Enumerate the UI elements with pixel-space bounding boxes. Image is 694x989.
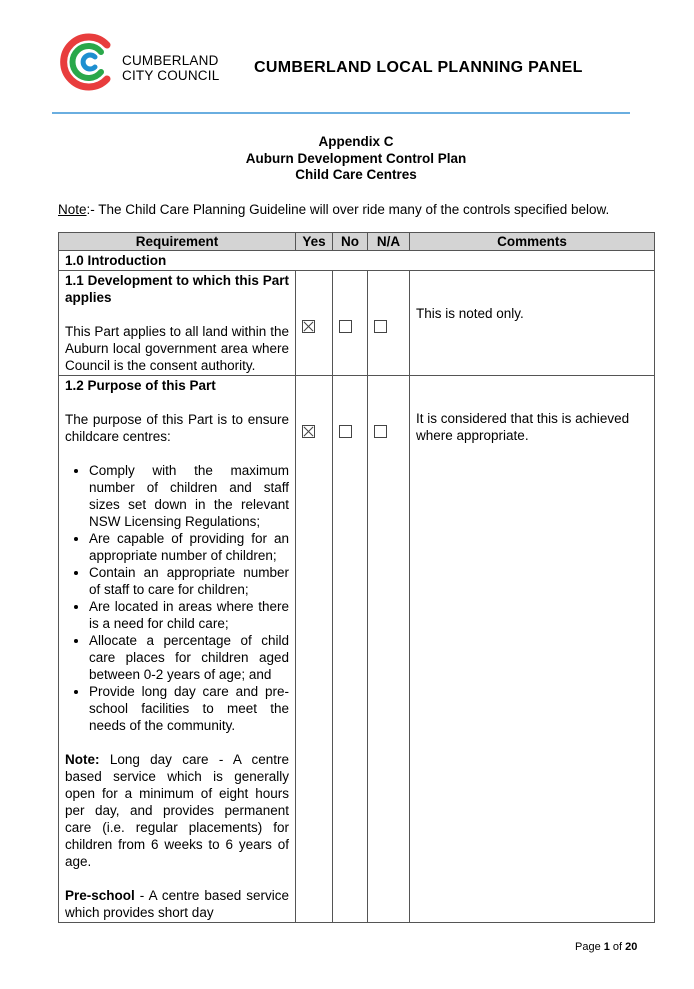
plan-title: Auburn Development Control Plan — [245, 150, 467, 166]
panel-title: CUMBERLAND LOCAL PLANNING PANEL — [254, 59, 583, 76]
row2-no-cell — [333, 376, 368, 923]
row2-comment: It is considered that this is achieved where appropriate. — [410, 376, 655, 923]
pre-school-body: - A centre based service which provides short day — [65, 888, 289, 920]
row2-no-checkbox[interactable] — [339, 425, 352, 438]
long-day-care-note — [65, 751, 289, 870]
row1-no-checkbox[interactable] — [339, 320, 352, 333]
table-row — [59, 376, 655, 923]
row2-yes-cell — [296, 376, 333, 923]
guideline-note — [58, 202, 609, 217]
row1-na-cell — [368, 271, 410, 376]
appendix-title: Appendix C — [318, 134, 394, 149]
table-row — [59, 271, 655, 376]
note-label-bold: Note: — [65, 752, 100, 767]
header-yes: Yes — [296, 233, 333, 251]
header-requirement: Requirement — [59, 233, 296, 251]
logo-arc-blue — [83, 55, 95, 69]
list-item: • Are capable of providing for an appropriate number of children; — [89, 530, 289, 564]
header-divider — [52, 112, 630, 114]
row2-yes-checkbox[interactable] — [302, 425, 315, 438]
pre-school-note — [65, 887, 289, 921]
note-text: :- The Child Care Planning Guideline will over ride many of the controls specified below. — [86, 202, 610, 217]
org-line2: CITY COUNCIL — [122, 68, 220, 83]
header-na: N/A — [368, 233, 410, 251]
council-logo — [57, 32, 117, 92]
org-name — [122, 53, 219, 83]
document-titles — [0, 134, 694, 184]
row1-requirement — [59, 271, 296, 376]
row1-comment: This is noted only. — [410, 271, 655, 376]
page-prefix: Page — [575, 941, 604, 953]
list-item: • Comply with the maximum number of children and staff sizes set down in the relevant NSW Licensing Regulations; — [89, 462, 289, 530]
row2-heading: 1.2 Purpose of this Part — [65, 378, 216, 393]
header-no: No — [333, 233, 368, 251]
list-item: • Provide long day care and pre-school facilities to meet the needs of the community. — [89, 683, 289, 734]
header-comments: Comments — [410, 233, 655, 251]
row2-intro: The purpose of this Part is to ensure childcare centres: — [65, 412, 289, 444]
row1-no-cell — [333, 271, 368, 376]
pre-school-label: Pre-school — [65, 888, 135, 903]
org-line1: CUMBERLAND — [122, 53, 219, 68]
row1-yes-checkbox[interactable] — [302, 320, 315, 333]
row1-body: This Part applies to all land within the Auburn local government area where Council is the consent authority. — [65, 324, 289, 373]
note-label: Note — [58, 202, 87, 217]
row1-heading: 1.1 Development to which this Part applies — [65, 273, 289, 305]
section-title: Child Care Centres — [295, 167, 417, 182]
list-item: • Contain an appropriate number of staff to care for children; — [89, 564, 289, 598]
note-body: Long day care - A centre based service which is generally open for a minimum of eight hours per day, and provides permanent care (i.e. regular placements) for children from 6 weeks to 6 years of age. — [65, 752, 289, 869]
page-footer — [575, 941, 637, 953]
logo-arc-green — [73, 46, 101, 78]
row1-na-checkbox[interactable] — [374, 320, 387, 333]
table-header-row — [59, 233, 655, 251]
purpose-list — [65, 462, 289, 734]
page-total: 20 — [625, 941, 638, 953]
row2-requirement — [59, 376, 296, 923]
page-of: of — [609, 941, 626, 953]
section-heading: 1.0 Introduction — [59, 251, 655, 271]
row2-na-cell — [368, 376, 410, 923]
list-item: • Are located in areas where there is a need for child care; — [89, 598, 289, 632]
requirements-table — [58, 232, 655, 923]
row2-na-checkbox[interactable] — [374, 425, 387, 438]
list-item: • Allocate a percentage of child care places for children aged between 0-2 years of age; and — [89, 632, 289, 683]
page-number: 1 — [603, 941, 610, 953]
section-row — [59, 251, 655, 271]
row1-yes-cell — [296, 271, 333, 376]
